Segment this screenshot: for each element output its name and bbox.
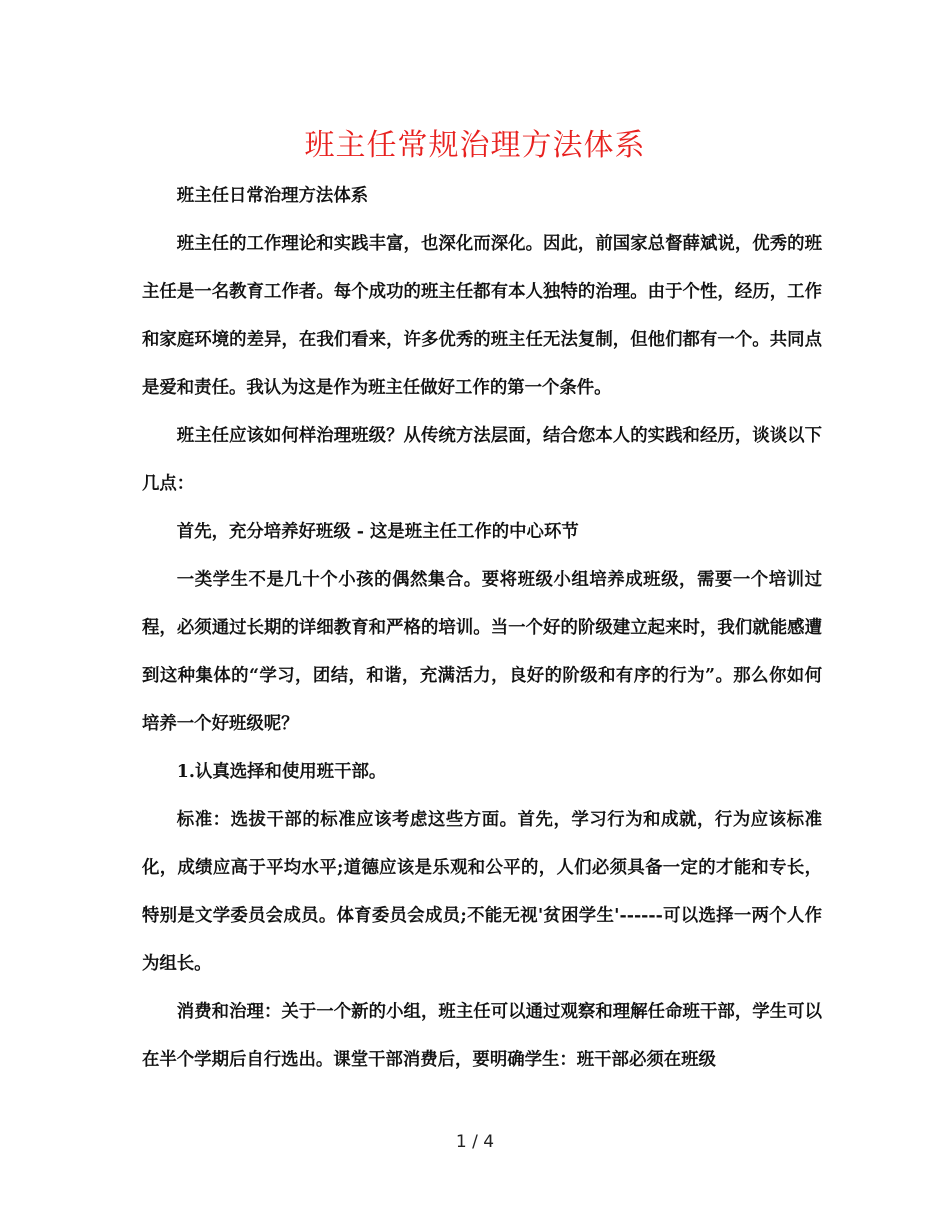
page-number: 1 / 4: [455, 1132, 495, 1152]
paragraph: 标准：选拔干部的标准应该考虑这些方面。首先，学习行为和成就，行为应该标准化，成绩应高于平均水平;道德应该是乐观和公平的，人们必须具备一定的才能和专长，特别是文学委员会成员。体育委员会成员;不能无视'贫困学生'------可以选择一两个人作为组长。: [142, 810, 822, 974]
section-heading: 首先，充分培养好班级 - 这是班主任工作的中心环节: [176, 522, 579, 542]
paragraph-subtitle: 班主任日常治理方法体系: [176, 186, 369, 206]
document-body: [142, 172, 822, 1084]
list-item-heading: 1.认真选择和使用班干部。: [176, 762, 387, 782]
paragraph: 消费和治理：关于一个新的小组，班主任可以通过观察和理解任命班干部，学生可以在半个学期后自行选出。课堂干部消费后，要明确学生：班干部必须在班级: [142, 1002, 822, 1070]
paragraph: 班主任的工作理论和实践丰富，也深化而深化。因此，前国家总督薛斌说，优秀的班主任是一名教育工作者。每个成功的班主任都有本人独特的治理。由于个性，经历，工作和家庭环境的差异，在我们看来，许多优秀的班主任无法复制，但他们都有一个。共同点是爱和责任。我认为这是作为班主任做好工作的第一个条件。: [142, 234, 822, 398]
paragraph: 一类学生不是几十个小孩的偶然集合。要将班级小组培养成班级，需要一个培训过程，必须通过长期的详细教育和严格的培训。当一个好的阶级建立起来时，我们就能感遭到这种集体的“学习，团结，和谐，充满活力，良好的阶级和有序的行为”。那么你如何培养一个好班级呢？: [142, 570, 822, 734]
paragraph: 班主任应该如何样治理班级？从传统方法层面，结合您本人的实践和经历，谈谈以下几点：: [142, 426, 822, 494]
document-title: 班主任常规治理方法体系: [304, 128, 646, 163]
